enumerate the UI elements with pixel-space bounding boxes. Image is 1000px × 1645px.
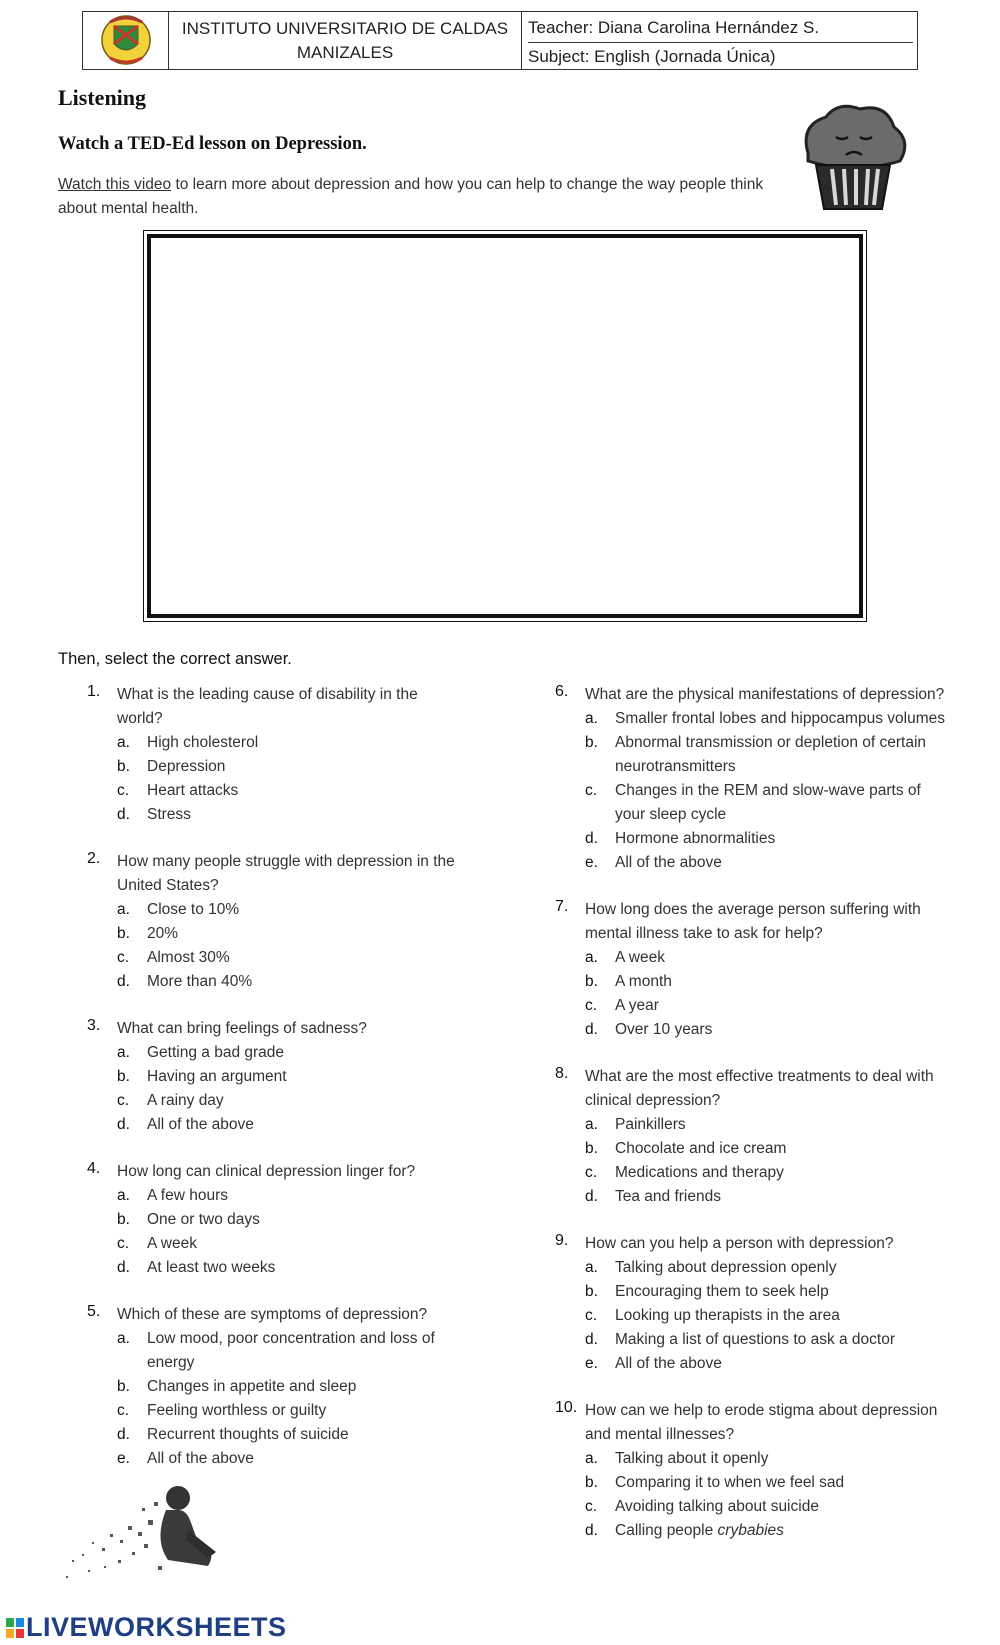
- option-letter: b.: [585, 1474, 598, 1491]
- answer-option[interactable]: [117, 922, 467, 946]
- option-letter: a.: [585, 949, 598, 966]
- liveworksheets-logo-icon: [6, 1614, 24, 1634]
- option-letter: c.: [117, 782, 130, 799]
- answer-option[interactable]: [585, 827, 945, 851]
- option-text: All of the above: [147, 1450, 254, 1467]
- header-table: [82, 11, 918, 70]
- question-text: What are the physical manifestations of depression?: [585, 686, 945, 703]
- question-text: How can we help to erode stigma about depression and mental illnesses?: [585, 1402, 938, 1443]
- option-text: Changes in the REM and slow-wave parts of your sleep cycle: [615, 782, 921, 823]
- option-letter: c.: [585, 997, 598, 1014]
- answer-option[interactable]: [117, 1447, 467, 1471]
- question-text: How long can clinical depression linger for?: [117, 1163, 416, 1180]
- option-text: A year: [615, 997, 659, 1014]
- question-number: 1.: [87, 683, 101, 700]
- subject-label: Subject: English (Jornada Única): [528, 47, 776, 66]
- option-letter: c.: [585, 782, 598, 799]
- option-text: Feeling worthless or guilty: [147, 1402, 327, 1419]
- answer-option[interactable]: [585, 1495, 945, 1519]
- option-letter: d.: [117, 806, 130, 823]
- section-title: Listening: [58, 85, 147, 110]
- option-letter: e.: [117, 1450, 130, 1467]
- option-letter: d.: [585, 830, 598, 847]
- answer-option[interactable]: [117, 1208, 467, 1232]
- option-letter: d.: [117, 1116, 130, 1133]
- question-number: 4.: [87, 1160, 101, 1177]
- answer-option[interactable]: [585, 707, 945, 731]
- answer-option[interactable]: [117, 970, 467, 994]
- option-text: All of the above: [615, 1355, 722, 1372]
- answer-option[interactable]: [117, 1065, 467, 1089]
- answer-option[interactable]: [585, 1304, 945, 1328]
- option-text: Stress: [147, 806, 191, 823]
- option-text: Making a list of questions to ask a doctor: [615, 1331, 896, 1348]
- answer-option[interactable]: [117, 1375, 467, 1399]
- option-letter: c.: [117, 1402, 130, 1419]
- answer-option[interactable]: [585, 1280, 945, 1304]
- option-text: Changes in appetite and sleep: [147, 1378, 357, 1395]
- answer-option[interactable]: [117, 1089, 467, 1113]
- option-text: Heart attacks: [147, 782, 239, 799]
- institution-line-1: INSTITUTO UNIVERSITARIO DE CALDAS: [181, 19, 509, 38]
- answer-option[interactable]: [117, 1256, 467, 1280]
- question-text: What is the leading cause of disability in the world?: [117, 686, 418, 727]
- institution-name: [169, 12, 522, 69]
- question-text: How many people struggle with depression in the United States?: [117, 853, 455, 894]
- option-letter: c.: [117, 1092, 130, 1109]
- option-text: Depression: [147, 758, 226, 775]
- school-crest-icon: [83, 12, 169, 68]
- option-letter: d.: [117, 1426, 130, 1443]
- option-letter: c.: [585, 1164, 598, 1181]
- option-text: A month: [615, 973, 672, 990]
- option-text: Over 10 years: [615, 1021, 713, 1038]
- option-letter: b.: [585, 734, 598, 751]
- option-letter: a.: [585, 1116, 598, 1133]
- answer-option[interactable]: [117, 946, 467, 970]
- option-text: A week: [615, 949, 665, 966]
- brand-footer: [6, 1612, 287, 1643]
- brand-name: LIVEWORKSHEETS: [26, 1612, 287, 1642]
- dissolving-figure-icon: [58, 1480, 233, 1590]
- option-text: Smaller frontal lobes and hippocampus volumes: [615, 710, 945, 727]
- option-text: Abnormal transmission or depletion of certain neurotransmitters: [615, 734, 927, 775]
- answer-option[interactable]: [585, 1256, 945, 1280]
- option-text: Tea and friends: [615, 1188, 721, 1205]
- option-text: High cholesterol: [147, 734, 259, 751]
- option-text: More than 40%: [147, 973, 253, 990]
- answer-option[interactable]: [585, 994, 945, 1018]
- answer-option[interactable]: [585, 1018, 945, 1042]
- option-text: Recurrent thoughts of suicide: [147, 1426, 349, 1443]
- option-letter: c.: [585, 1307, 598, 1324]
- answer-option[interactable]: [117, 1041, 467, 1065]
- answer-option[interactable]: [585, 851, 945, 875]
- option-text: Calling people crybabies: [615, 1522, 784, 1539]
- answer-option[interactable]: [585, 1185, 945, 1209]
- answer-option[interactable]: [585, 779, 945, 827]
- option-letter: a.: [117, 734, 130, 751]
- answer-option[interactable]: [585, 946, 945, 970]
- question-text: What can bring feelings of sadness?: [117, 1020, 367, 1037]
- option-letter: a.: [585, 710, 598, 727]
- option-letter: a.: [117, 1044, 130, 1061]
- option-letter: c.: [117, 1235, 130, 1252]
- option-text: Avoiding talking about suicide: [615, 1498, 819, 1515]
- option-text: Hormone abnormalities: [615, 830, 776, 847]
- question-item: [87, 850, 467, 994]
- question-number: 2.: [87, 850, 101, 867]
- option-letter: a.: [585, 1450, 598, 1467]
- answer-option[interactable]: [585, 731, 945, 779]
- option-text: Painkillers: [615, 1116, 686, 1133]
- answer-option[interactable]: [117, 803, 467, 827]
- question-number: 10.: [555, 1399, 578, 1416]
- option-text: A few hours: [147, 1187, 228, 1204]
- question-item: [555, 683, 945, 875]
- answer-option[interactable]: [117, 1327, 467, 1375]
- question-text: How can you help a person with depression?: [585, 1235, 894, 1252]
- answer-option[interactable]: [585, 1161, 945, 1185]
- question-item: [555, 898, 945, 1042]
- institution-line-2: MANIZALES: [296, 43, 394, 62]
- option-letter: d.: [585, 1331, 598, 1348]
- option-text: A rainy day: [147, 1092, 224, 1109]
- option-text: Looking up therapists in the area: [615, 1307, 840, 1324]
- video-frame[interactable]: [147, 234, 863, 618]
- answer-option[interactable]: [117, 755, 467, 779]
- option-text: Comparing it to when we feel sad: [615, 1474, 845, 1491]
- answer-option[interactable]: [585, 1113, 945, 1137]
- instruction-text: Then, select the correct answer.: [58, 650, 292, 668]
- answer-option[interactable]: [117, 1423, 467, 1447]
- question-item: [87, 1017, 467, 1137]
- answer-option[interactable]: [117, 898, 467, 922]
- option-letter: c.: [117, 949, 130, 966]
- option-letter: a.: [585, 1259, 598, 1276]
- question-number: 9.: [555, 1232, 569, 1249]
- option-letter: a.: [117, 901, 130, 918]
- option-text: All of the above: [615, 854, 722, 871]
- logo-cell: [83, 12, 169, 69]
- option-letter: e.: [585, 854, 598, 871]
- answer-option[interactable]: [585, 970, 945, 994]
- option-text: Encouraging them to seek help: [615, 1283, 829, 1300]
- answer-option[interactable]: [585, 1137, 945, 1161]
- question-item: [555, 1399, 945, 1543]
- answer-option[interactable]: [117, 731, 467, 755]
- option-letter: e.: [585, 1355, 598, 1372]
- option-letter: d.: [585, 1188, 598, 1205]
- question-item: [555, 1232, 945, 1376]
- option-text: Getting a bad grade: [147, 1044, 285, 1061]
- question-number: 8.: [555, 1065, 569, 1082]
- question-number: 7.: [555, 898, 569, 915]
- answer-option[interactable]: [585, 1447, 945, 1471]
- answer-option[interactable]: [117, 1232, 467, 1256]
- option-letter: b.: [585, 1140, 598, 1157]
- answer-option[interactable]: [117, 779, 467, 803]
- option-text: Chocolate and ice cream: [615, 1140, 787, 1157]
- option-text: Close to 10%: [147, 901, 240, 918]
- answer-option[interactable]: [117, 1113, 467, 1137]
- question-item: [87, 683, 467, 827]
- option-text: Medications and therapy: [615, 1164, 784, 1181]
- answer-option[interactable]: [585, 1471, 945, 1495]
- intro-text: to learn more about depression and how you can help to change the way people think about mental health.: [58, 176, 764, 217]
- question-item: [87, 1303, 467, 1471]
- option-letter: d.: [585, 1021, 598, 1038]
- answer-option[interactable]: [585, 1519, 945, 1543]
- question-number: 5.: [87, 1303, 101, 1320]
- option-letter: b.: [117, 1068, 130, 1085]
- question-item: [87, 1160, 467, 1280]
- question-text: What are the most effective treatments to deal with clinical depression?: [585, 1068, 934, 1109]
- question-text: How long does the average person suffering with mental illness take to ask for help?: [585, 901, 921, 942]
- option-letter: b.: [585, 973, 598, 990]
- option-text: One or two days: [147, 1211, 260, 1228]
- option-letter: a.: [117, 1187, 130, 1204]
- question-text: Which of these are symptoms of depression?: [117, 1306, 428, 1323]
- option-text: Almost 30%: [147, 949, 230, 966]
- option-letter: a.: [117, 1330, 130, 1347]
- option-letter: d.: [117, 973, 130, 990]
- option-text: Low mood, poor concentration and loss of energy: [147, 1330, 435, 1371]
- intro-paragraph: [58, 173, 788, 221]
- teacher-label: Teacher: Diana Carolina Hernández S.: [528, 12, 913, 43]
- questions-left-column: [87, 683, 467, 1494]
- question-item: [555, 1065, 945, 1209]
- option-text: Talking about it openly: [615, 1450, 769, 1467]
- answer-option[interactable]: [585, 1328, 945, 1352]
- option-text: Talking about depression openly: [615, 1259, 837, 1276]
- lesson-title: Watch a TED-Ed lesson on Depression.: [58, 134, 367, 154]
- option-text: At least two weeks: [147, 1259, 276, 1276]
- option-text: 20%: [147, 925, 179, 942]
- option-letter: d.: [585, 1522, 598, 1539]
- option-text: Having an argument: [147, 1068, 287, 1085]
- option-letter: b.: [117, 1378, 130, 1395]
- answer-option[interactable]: [117, 1184, 467, 1208]
- option-text: A week: [147, 1235, 197, 1252]
- option-letter: b.: [117, 758, 130, 775]
- option-letter: d.: [117, 1259, 130, 1276]
- option-letter: c.: [585, 1498, 598, 1515]
- sad-muffin-icon: [790, 95, 918, 223]
- questions-right-column: [555, 683, 945, 1566]
- answer-option[interactable]: [585, 1352, 945, 1376]
- answer-option[interactable]: [117, 1399, 467, 1423]
- option-letter: b.: [585, 1283, 598, 1300]
- option-letter: b.: [117, 1211, 130, 1228]
- video-link[interactable]: Watch this video: [58, 176, 172, 193]
- option-text: All of the above: [147, 1116, 254, 1133]
- question-number: 3.: [87, 1017, 101, 1034]
- option-letter: b.: [117, 925, 130, 942]
- question-number: 6.: [555, 683, 569, 700]
